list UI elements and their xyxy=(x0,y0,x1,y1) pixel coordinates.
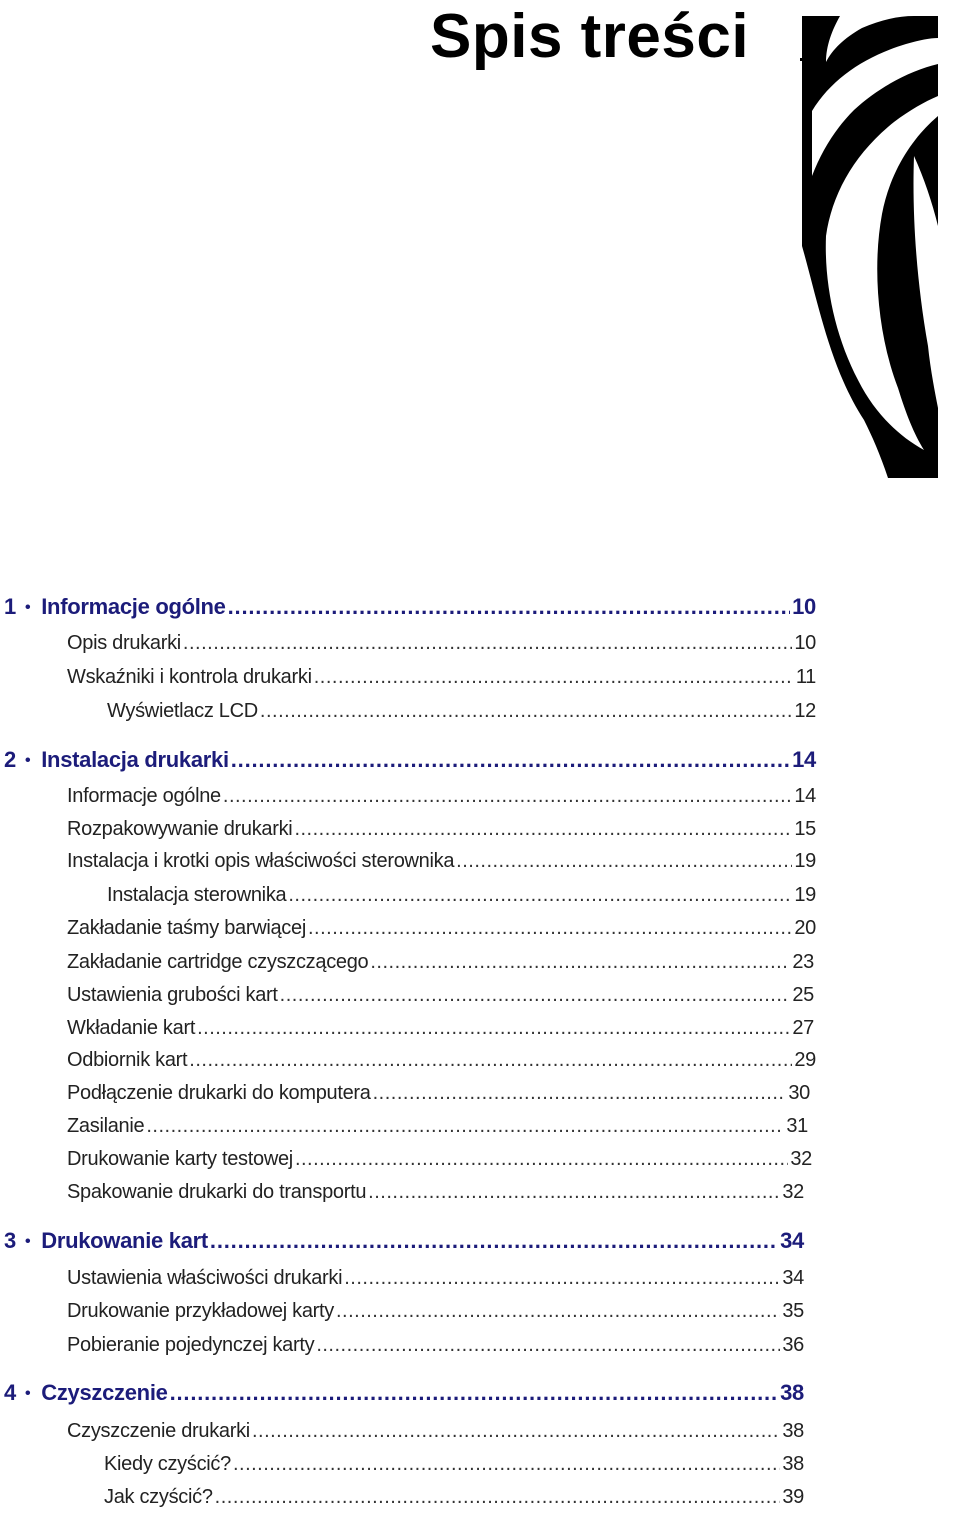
dot-leader xyxy=(288,878,792,912)
toc-page-number: 10 xyxy=(794,632,816,654)
dot-leader xyxy=(370,945,790,979)
toc-chapter-row[interactable] xyxy=(4,588,816,626)
chapter-number: 4 xyxy=(4,1380,16,1405)
dot-leader xyxy=(146,1109,784,1143)
dot-leader xyxy=(170,1374,779,1412)
toc-page-number: 31 xyxy=(786,1115,808,1137)
toc-page-number: 20 xyxy=(794,917,816,939)
toc-entry-row[interactable] xyxy=(67,626,816,660)
dot-leader xyxy=(280,978,790,1012)
toc-entry-row[interactable] xyxy=(67,1328,804,1362)
dot-leader xyxy=(197,1011,790,1045)
toc-entry-row[interactable] xyxy=(67,1076,810,1110)
toc-label: Wyświetlacz LCD xyxy=(107,700,258,722)
toc-chapter-row[interactable] xyxy=(4,1222,804,1260)
toc-chapter-row[interactable] xyxy=(4,1374,804,1412)
toc-label: Rozpakowywanie drukarki xyxy=(67,818,293,840)
toc-entry-row[interactable] xyxy=(67,978,814,1012)
dot-leader xyxy=(373,1076,786,1110)
toc-label: Drukowanie przykładowej karty xyxy=(67,1300,334,1322)
toc-label: Odbiornik kart xyxy=(67,1049,188,1071)
toc-label: Informacje ogólne xyxy=(67,785,221,807)
toc-page-number: 29 xyxy=(794,1049,816,1071)
toc-label: Jak czyścić? xyxy=(104,1486,213,1508)
dot-leader xyxy=(252,1414,780,1448)
toc-label: Instalacja sterownika xyxy=(107,884,287,906)
dot-leader xyxy=(223,779,792,813)
toc-label: Czyszczenie drukarki xyxy=(67,1420,250,1442)
toc-label: Spakowanie drukarki do transportu xyxy=(67,1181,367,1203)
toc-entry-row[interactable] xyxy=(67,844,816,878)
toc-label: Ustawienia grubości kart xyxy=(67,984,278,1006)
toc-page-number: 39 xyxy=(782,1486,804,1508)
dot-leader xyxy=(314,660,792,694)
toc-label: Pobieranie pojedynczej karty xyxy=(67,1334,315,1356)
dot-leader xyxy=(456,844,792,878)
toc-label: Opis drukarki xyxy=(67,632,181,654)
toc-entry-row[interactable] xyxy=(67,1043,816,1077)
toc-label: Zasilanie xyxy=(67,1115,145,1137)
toc-page-number: 36 xyxy=(782,1334,804,1356)
dot-leader xyxy=(228,588,791,626)
toc-page-number: 10 xyxy=(792,594,816,619)
toc-label: Wkładanie kart xyxy=(67,1017,196,1039)
toc-label: Czyszczenie xyxy=(41,1380,168,1405)
toc-label: Drukowanie karty testowej xyxy=(67,1148,293,1170)
toc-entry-row[interactable] xyxy=(67,1294,804,1328)
dot-leader xyxy=(344,1261,780,1295)
toc-page-number: 32 xyxy=(790,1148,812,1170)
dot-leader xyxy=(215,1480,780,1514)
toc-entry-row[interactable] xyxy=(67,1175,804,1209)
dot-leader xyxy=(368,1175,780,1209)
toc-label: Instalacja drukarki xyxy=(41,747,229,772)
toc-page-number: 14 xyxy=(794,785,816,807)
dot-leader xyxy=(260,694,792,728)
dot-leader xyxy=(189,1043,792,1077)
toc-page-number: 15 xyxy=(794,818,816,840)
bullet-icon: • xyxy=(24,1233,31,1250)
toc-entry-row[interactable] xyxy=(67,1414,804,1448)
toc-page-number: 19 xyxy=(794,884,816,906)
page-title: Spis treści xyxy=(430,2,750,71)
toc-page-number: 32 xyxy=(782,1181,804,1203)
toc-entry-row[interactable] xyxy=(67,1142,812,1176)
dot-leader xyxy=(336,1294,780,1328)
toc-label: Zakładanie cartridge czyszczącego xyxy=(67,951,369,973)
bullet-icon: • xyxy=(24,599,31,616)
bullet-icon: • xyxy=(24,752,31,769)
toc-page-number: 27 xyxy=(792,1017,814,1039)
dot-leader xyxy=(295,1142,788,1176)
toc-entry-row[interactable] xyxy=(67,1261,804,1295)
chapter-number: 3 xyxy=(4,1228,16,1253)
toc-entry-row[interactable] xyxy=(107,694,816,728)
toc-page-number: 30 xyxy=(788,1082,810,1104)
toc-page-number: 23 xyxy=(792,951,814,973)
dot-leader xyxy=(294,812,792,846)
toc-page-number: 19 xyxy=(794,850,816,872)
toc-page-number: 34 xyxy=(780,1228,804,1253)
dot-leader xyxy=(183,626,792,660)
toc-entry-row[interactable] xyxy=(67,779,816,813)
dot-leader xyxy=(231,741,790,779)
toc-label: Podłączenie drukarki do komputera xyxy=(67,1082,371,1104)
chapter-number: 1 xyxy=(4,594,16,619)
toc-entry-row[interactable] xyxy=(104,1447,804,1481)
toc-page-number: 38 xyxy=(782,1453,804,1475)
toc-label: Drukowanie kart xyxy=(41,1228,208,1253)
dot-leader xyxy=(233,1447,780,1481)
toc-page-number: 38 xyxy=(780,1380,804,1405)
toc-label: Wskaźniki i kontrola drukarki xyxy=(67,666,312,688)
toc-page-number: 35 xyxy=(782,1300,804,1322)
toc-entry-row[interactable] xyxy=(67,911,816,945)
toc-label: Informacje ogólne xyxy=(41,594,226,619)
toc-page-number: 34 xyxy=(782,1267,804,1289)
toc-label: Instalacja i krotki opis właściwości sterownika xyxy=(67,850,455,872)
toc-entry-row[interactable] xyxy=(67,660,816,694)
dot-leader xyxy=(210,1222,778,1260)
chapter-number: 2 xyxy=(4,747,16,772)
zebra-stripes-logo xyxy=(802,16,938,478)
dot-leader xyxy=(316,1328,780,1362)
toc-entry-row[interactable] xyxy=(107,878,816,912)
toc-label: Zakładanie taśmy barwiącej xyxy=(67,917,306,939)
toc-page-number: 11 xyxy=(795,666,816,688)
toc-page-number: 38 xyxy=(782,1420,804,1442)
toc-entry-row[interactable] xyxy=(67,1109,808,1143)
bullet-icon: • xyxy=(24,1385,31,1402)
toc-page-number: 12 xyxy=(794,700,816,722)
toc-entry-row[interactable] xyxy=(67,812,816,846)
toc-entry-row[interactable] xyxy=(104,1480,804,1514)
toc-page-number: 14 xyxy=(792,747,816,772)
toc-label: Ustawienia właściwości drukarki xyxy=(67,1267,343,1289)
toc-chapter-row[interactable] xyxy=(4,741,816,779)
toc-entry-row[interactable] xyxy=(67,945,814,979)
toc-page-number: 25 xyxy=(792,984,814,1006)
toc-entry-row[interactable] xyxy=(67,1011,814,1045)
toc-label: Kiedy czyścić? xyxy=(104,1453,231,1475)
dot-leader xyxy=(308,911,792,945)
